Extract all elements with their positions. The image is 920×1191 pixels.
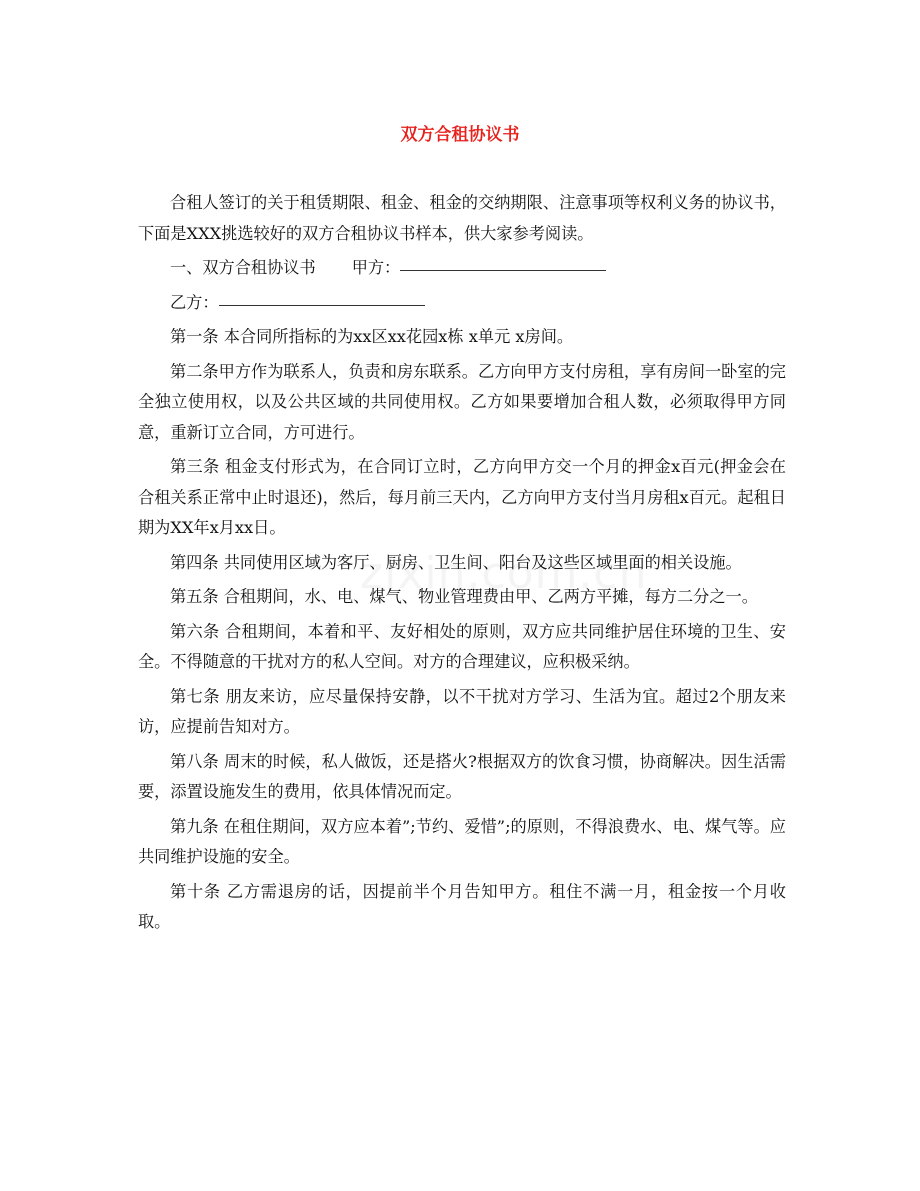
article-6: 第六条 合租期间，本着和平、友好相处的原则，双方应共同维护居住环境的卫生、安全。不得随意的干扰对方的私人空间。对方的合理建议，应积极采纳。 <box>138 621 786 671</box>
party-a-blank <box>400 269 606 271</box>
article-4: 第四条 共同使用区域为客厅、厨房、卫生间、阳台及这些区域里面的相关设施。 <box>170 552 742 572</box>
intro-paragraph: 合租人签订的关于租赁期限、租金、租金的交纳期限、注意事项等权利义务的协议书，下面是XXX挑选较好的双方合租协议书样本，供大家参考阅读。 <box>138 193 786 243</box>
party-b-line <box>138 288 786 319</box>
article-7: 第七条 朋友来访，应尽量保持安静，以不干扰对方学习、生活为宜。超过2个朋友来访，应提前告知对方。 <box>138 686 786 736</box>
article-9: 第九条 在租住期间，双方应本着”;节约、爱惜”;的原则，不得浪费水、电、煤气等。应共同维护设施的安全。 <box>138 816 786 866</box>
article-10: 第十条 乙方需退房的话，因提前半个月告知甲方。租住不满一月，租金按一个月收取。 <box>138 881 786 931</box>
party-b-blank <box>219 304 425 306</box>
article-8: 第八条 周末的时候，私人做饭，还是搭火?根据双方的饮食习惯，协商解决。因生活需要，添置设施发生的费用，依具体情况而定。 <box>138 751 786 801</box>
party-a-label: 甲方： <box>351 258 401 277</box>
article-2: 第二条甲方作为联系人，负责和房东联系。乙方向甲方支付房租，享有房间一卧室的完全独立使用权，以及公共区域的共同使用权。乙方如果要增加合租人数，必须取得甲方同意，重新订立合同，方可进行。 <box>138 361 786 442</box>
section-heading: 一、双方合租协议书 <box>170 258 316 277</box>
article-5: 第五条 合租期间，水、电、煤气、物业管理费由甲、乙两方平摊，每方二分之一。 <box>170 587 758 606</box>
party-b-label: 乙方： <box>170 292 219 312</box>
article-3: 第三条 租金支付形式为，在合同订立时，乙方向甲方交一个月的押金x百元(押金会在合租关系正常中止时退还)，然后，每月前三天内，乙方向甲方支付当月房租x百元。起租日期为XX年x月xx日。 <box>138 457 786 537</box>
article-1: 第一条 本合同所指标的为xx区xx花园x栋 x单元 x房间。 <box>170 327 574 346</box>
document-body <box>138 188 786 938</box>
document-title: 双方合租协议书 <box>400 125 520 145</box>
section-heading-line <box>138 253 786 284</box>
